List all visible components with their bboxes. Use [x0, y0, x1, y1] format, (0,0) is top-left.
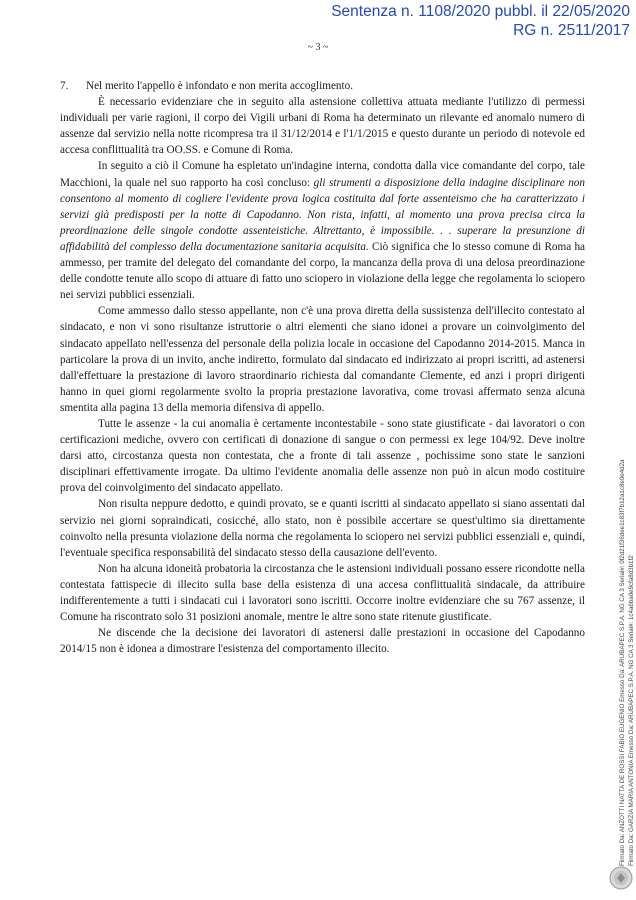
section-number: 7. — [60, 80, 69, 92]
document-body — [60, 78, 585, 657]
paragraph: Non risulta neppure dedotto, e quindi provato, se e quanti iscritti al sindacato appellato si siano assentati dal servizio nei giorni sopraindicati, cosicché, allo stato, non è possibile accertare se quest'ultimo sia direttamente coinvolto nella presunta violazione della norma che regolamenta lo sciopero nei servizi pubblici essenziali e, quindi, l'eventuale specifica responsabilità del sindacato stesso della causazione dell'evento. — [60, 498, 585, 559]
paragraph-text: In seguito a ciò il Comune ha espletato un'indagine interna, condotta dalla vice comandante del corpo, tale Macchioni, la quale nel suo rapporto ha così concluso: — [60, 160, 585, 189]
paragraph-text: Nel merito l'appello è infondato e non merita accoglimento. — [86, 80, 354, 92]
quoted-report: gli strumenti a disposizione della indagine disciplinare non consentono al momento di cogliere l'evidente prova logica costituita dal forte assenteismo che ha caratterizzato i servizi già predisposti per la notte di Capodanno. Non rista, infatti, al momento una prova precisa circa la preordinazione delle singole condotte assenteistiche. Altrettanto, è impossibile. . . superare la presunzione di affidabilità del complesso della documentazione sanitaria acquisita. — [60, 176, 585, 253]
signature-line: Firmato Da: GARZIA MARIA ANTONIA Emesso Da: ARUBAPEC S.P.A. NG CA 3 Serial#: 1c4a6ba0e9cfa8d3b1f2 — [628, 555, 635, 866]
paragraph: Tutte le assenze - la cui anomalia è certamente incontestabile - sono state giustificate - dai lavoratori o con certificazioni mediche, ovvero con certificati di donazione di sangue o con permessi ex lege 104/92. Deve inoltre darsi atto, circostanza questa non contestata, che a fronte di tali assenze , pochissime sono state le sanzioni disciplinari effettivamente irrogate. Da ultimo l'evidente anomalia delle assenze non può in alcun modo costituire prova del coinvolgimento del sindacato appellato. — [60, 417, 585, 495]
paragraph-text: Ciò significa che lo stesso comune di Roma ha ammesso, per tramite del delegato del comandante del corpo, la mancanza della prova di una delosa preordinazione delle condotte tenute allo scopo di attuare di fatto uno sciopero in violazione della legge che regolamenta lo sciopero nei servizi pubblici essenziali. — [60, 240, 586, 302]
paragraph: È necessario evidenziare che in seguito alla astensione collettiva attuata mediante l'utilizzo di permessi individuali per varie ragioni, il corpo dei Vigili urbani di Roma ha determinato un rilevante ed anomalo numero di assenze dal servizio nella notte ricompresa tra il 31/12/2014 e l'1/1/2015 e questo durante un periodo di notevole ed accesa conflittualità tra OO.SS. e Comune di Roma. — [60, 96, 585, 157]
document-header — [331, 2, 630, 40]
case-number: RG n. 2511/2017 — [513, 22, 630, 39]
signature-line: Firmato Da: ANZOTTI NATTA DE ROSSI FABIO EUGENIO Emesso Da: ARUBAPEC S.P.A. NG CA 3 Serial#: 0f2d21f36dee1c83f7b12a1c8e0e4d2a — [619, 459, 626, 866]
paragraph — [60, 158, 585, 303]
sentence-reference: Sentenza n. 1108/2020 pubbl. il 22/05/2020 — [331, 3, 630, 20]
paragraph: Come ammesso dallo stesso appellante, non c'è una prova diretta della sussistenza dell'illecito contestato al sindacato, e non vi sono risultanze istruttorie o altri elementi che siano idonei a provare un coinvolgimento del sindacato appellato nell'essenza del personale della polizia locale in occasione del Capodanno 2014-2015. Manca in particolare la prova di un invito, anche indiretto, formulato dal sindacato ed indirizzato ai propri iscritti, ad astenersi dall'effettuare la prestazione di lavoro straordinario richiesta dal comandante Clemente, ed anzi i propri dirigenti hanno in quei giorni regolarmente svolto la propria prestazione lavorativa, come trovasi affermato senza alcuna smentita alla pagina 13 della memoria difensiva di appello. — [60, 305, 585, 414]
seal-icon — [608, 864, 634, 894]
paragraph: Ne discende che la decisione dei lavoratori di astenersi dalle prestazioni in occasione del Capodanno 2014/15 non è idonea a dimostrare l'esistenza del comportamento illecito. — [60, 627, 585, 656]
paragraph — [60, 78, 585, 94]
digital-signature-stamp — [618, 460, 636, 867]
paragraph: Non ha alcuna idoneità probatoria la circostanza che le astensioni individuali possano essere ricondotte nella contestata fattispecie di illecito sulla base della esistenza di una accesa conflittualità sindacale, da attribuire indifferentemente a tutti i sindacati cui i lavoratori sono iscritti. Occorre inoltre evidenziare che su 767 assenze, il Comune ha riscontrato solo 31 posizioni anomale, mentre le altre sono state ritenute giustificate. — [60, 562, 585, 624]
page-number: ~ 3 ~ — [307, 42, 329, 53]
